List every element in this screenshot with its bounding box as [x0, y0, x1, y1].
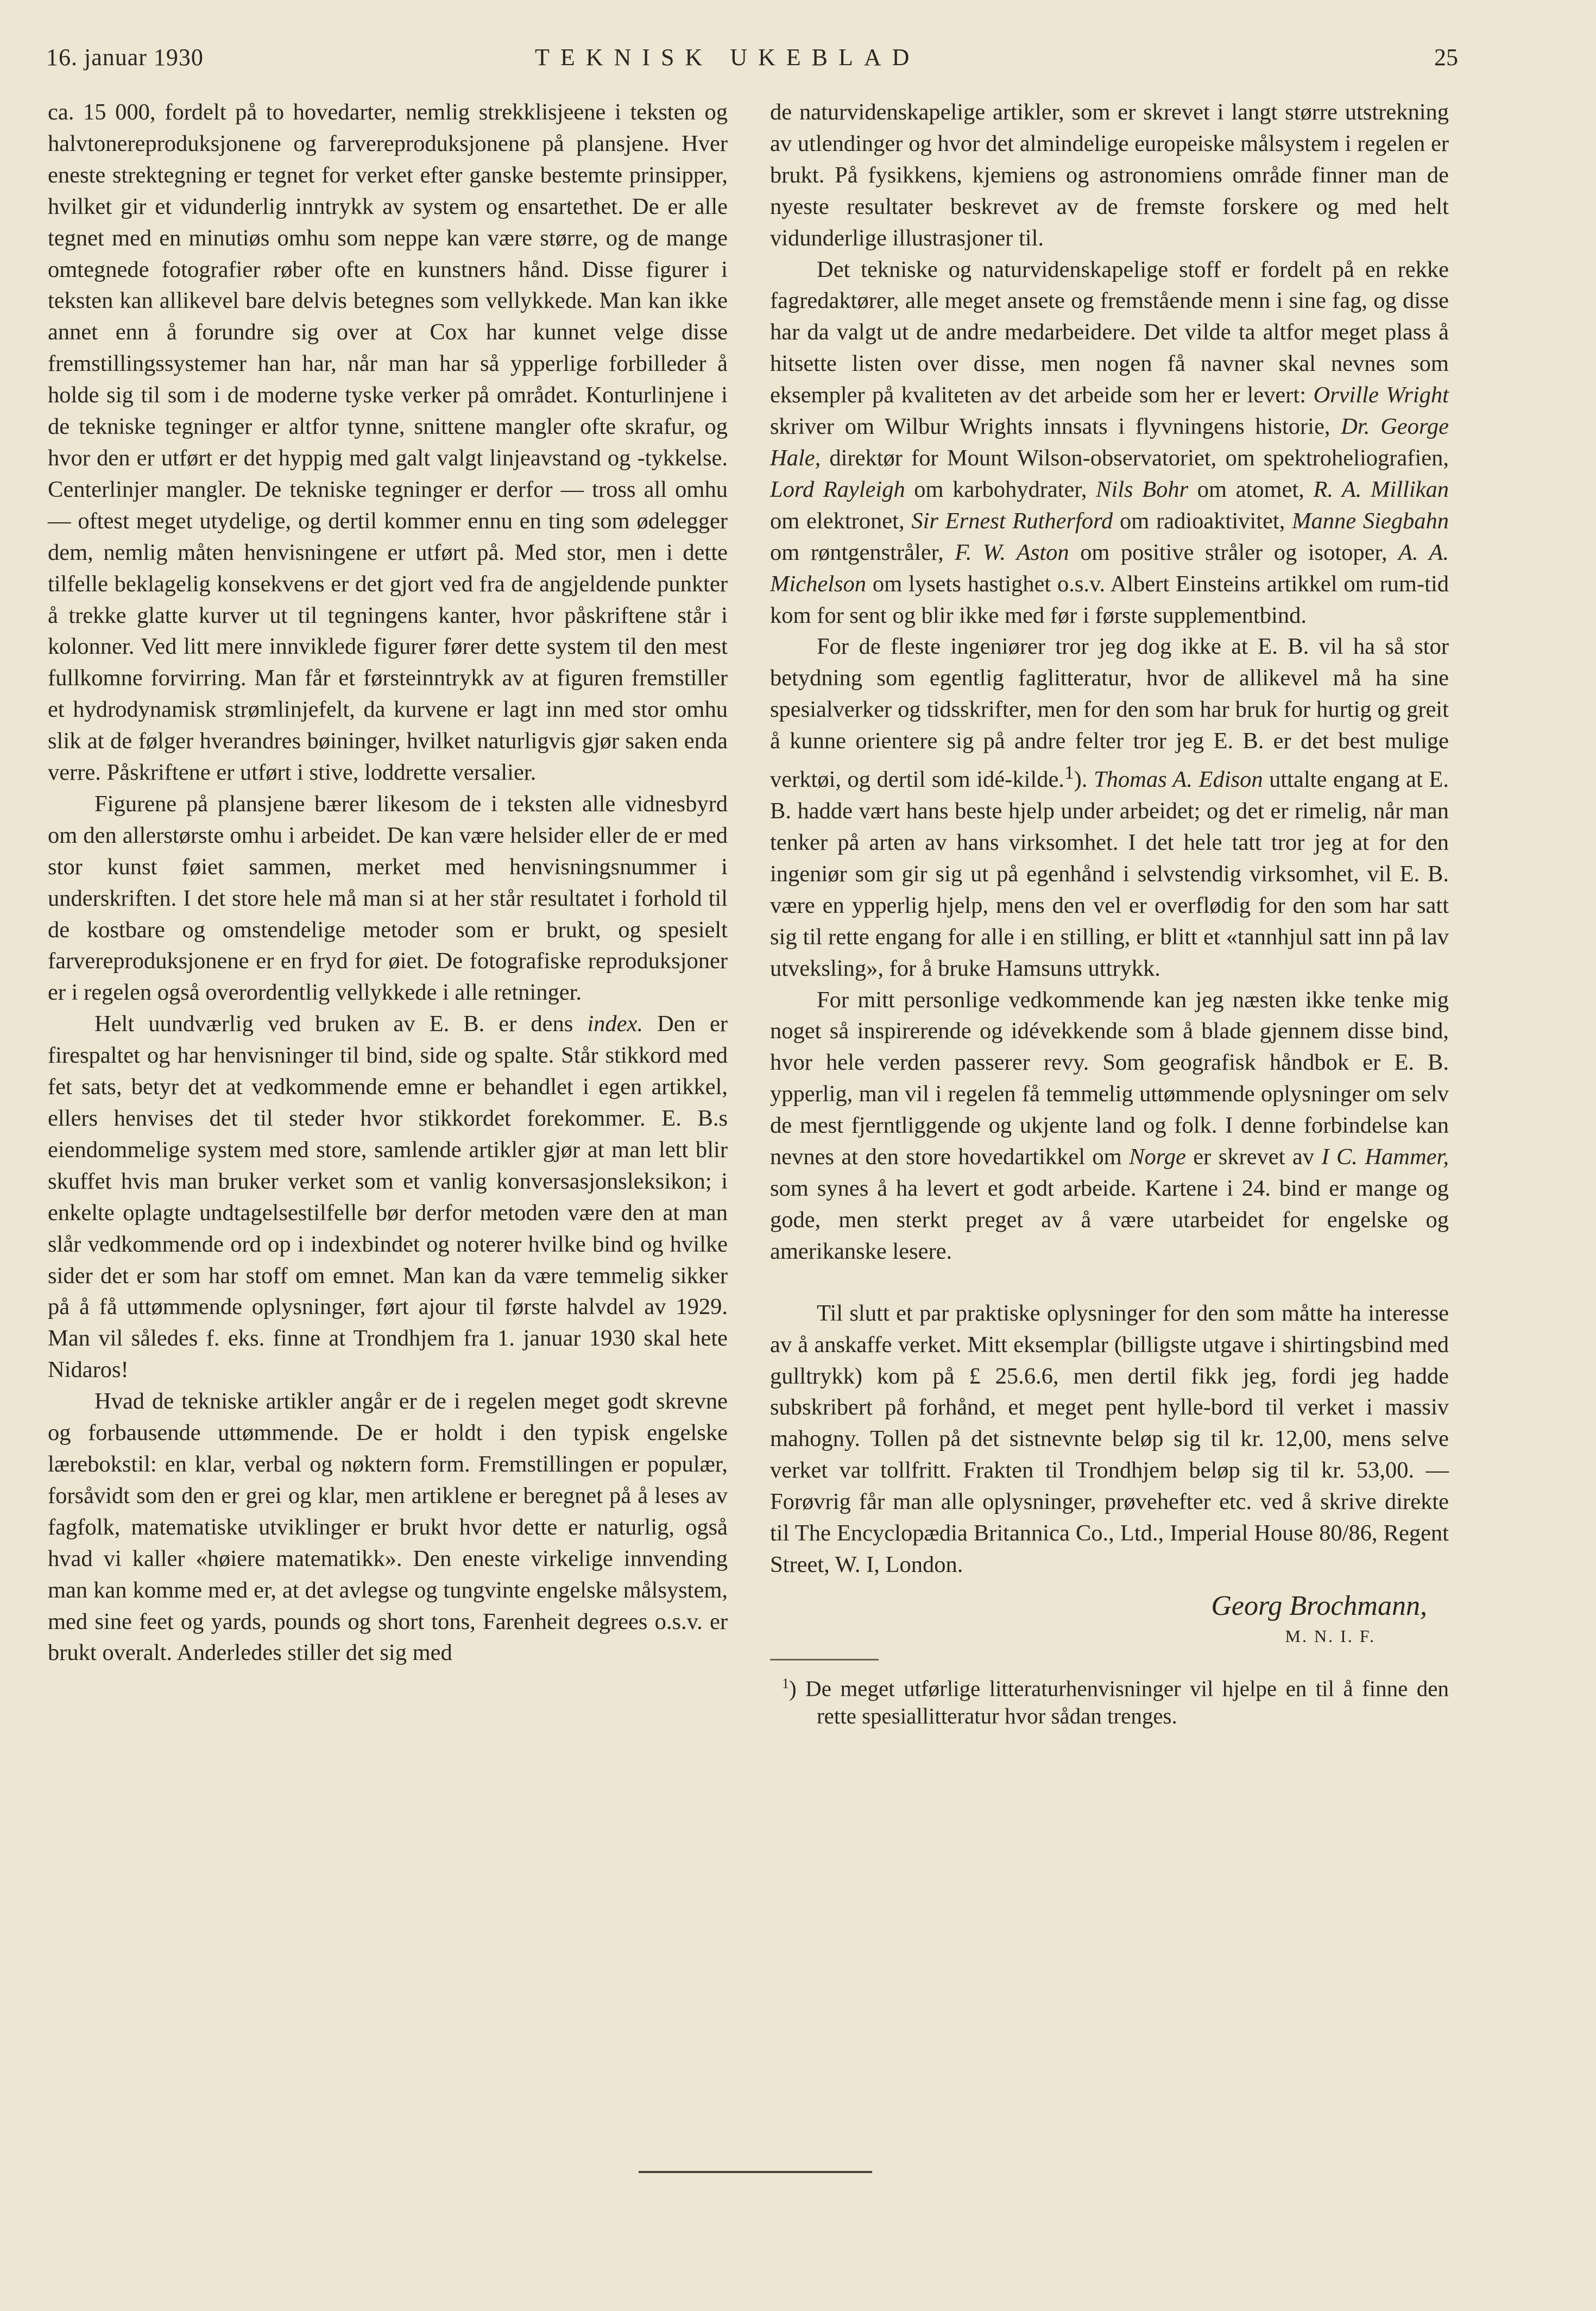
paragraph: ca. 15 000, fordelt på to hovedarter, nemlig strekklisjeene i teksten og halvtonereproduksjonene og farvereproduksjonene på plansjene. Hver eneste strektegning er tegnet for verket efter ganske bestemte prinsipper, hvilket gir et vidunderlig inntrykk av system og ensartethet. De er alle tegnet med en minutiøs omhu som neppe kan være større, og de mange omtegnede fotografier røber ofte en kunstners hånd. Disse figurer i teksten kan allikevel bare delvis betegnes som vellykkede. Man kan ikke annet enn å forundre sig over at Cox har kunnet velge disse fremstillingssystemer han har, når man har så ypperlige forbilleder å holde sig til som i de moderne tyske verker på området. Konturlinjene i de tekniske tegninger er altfor tynne, snittene mangler ofte skrafur, og hvor den er utført er det hyppig med galt valgt linjeavstand og -tykkelse. Centerlinjer mangler. De tekniske tegninger er derfor — tross all omhu — oftest meget utydelige, og dertil kommer ennu en ting som ødelegger dem, nemlig måten henvisningene er utført på. Med stor, men i dette tilfelle beklagelig konsekvens er det gjort ved fra de angjeldende punkter å trekke glatte kurver ut til tegningens kanter, hvor påskriftene står i kolonner. Ved litt mere innviklede figurer fører dette system til den mest fullkomne forvirring. Man får et førsteinntrykk av at figuren fremstiller et hydrodynamisk strømlinjefelt, da kurvene er lagt inn med stor omhu slik at de følger hverandres bøininger, hvilket naturligvis gjør saken enda verre. Påskriftene er utført i stive, loddrette versalier. [48, 99, 728, 786]
emphasis: index. [587, 1011, 644, 1037]
footnote-reference: 1 [1064, 761, 1074, 784]
author-name: A. A. Michelson [770, 539, 1449, 597]
paragraph: For mitt personlige vedkommende kan jeg næsten ikke tenke mig noget så inspirerende og idévekkende som å blade gjennem disse bind, hvor hele verden passerer revy. Som geografisk håndbok er E. B. ypperlig, man vil i regelen få temmelig uttømmende oplysninger om selv de mest fjerntliggende og ukjente land og folk. I denne forbindelse kan nevnes at den store hovedartikkel om Norge er skrevet av I C. Hammer, som synes å ha levert et godt arbeide. Kartene i 24. bind er mange og gode, men sterkt preget av å være utarbeidet for engelske og amerikanske lesere. [770, 987, 1449, 1264]
bottom-divider [639, 2171, 872, 2173]
paragraph: Figurene på plansjene bærer likesom de i teksten alle vidnesbyrd om den allerstørste omhu i arbeidet. De kan være helsider eller de er med stor kunst føiet sammen, merket med henvisningsnummer i underskriften. I det store hele må man si at her står resultatet i forhold til de kostbare og omstendelige metoder som er brukt, og spesielt farvereproduksjonene er en fryd for øiet. De fotografiske reproduksjoner er i regelen også overordentlig vellykkede i alle retninger. [48, 791, 728, 1006]
emphasis: Norge [1129, 1144, 1186, 1170]
paragraph: Til slutt et par praktiske oplysninger for den som måtte ha interesse av å anskaffe verket. Mitt eksemplar (billigste utgave i shirtingsbind med gulltrykk) kom på £ 25.6.6, men dertil fikk jeg, fordi jeg hadde subskribert på forhånd, et meget pent hylle-bord til verket i massiv mahogny. Tollen på det sistnevnte beløp sig til kr. 12,00, mens selve verket var tollfritt. Frakten til Trondhjem beløp sig til kr. 53,00. — Forøvrig får man alle oplysninger, prøvehefter etc. ved å skrive direkte til The Encyclopædia Britannica Co., Ltd., Imperial House 80/86, Regent Street, W. I, London. [770, 1300, 1449, 1577]
footnote: $^1$) De meget utførlige litteraturhenvisninger vil hjelpe en til å finne den rette spesiallitteratur hvor sådan trenges. [782, 1675, 1449, 1728]
footnote-divider [770, 1659, 879, 1660]
author-name: F. W. Aston [955, 539, 1069, 565]
right-column [770, 97, 1449, 1729]
paragraph: For de fleste ingeniører tror jeg dog ikke at E. B. vil ha så stor betydning som egentlig faglitteratur, hvor de allikevel må ha sine spesialverker og tidsskrifter, men for den som har bruk for hurtig og greit å kunne orientere sig på andre felter tror jeg E. B. er det best mulige verktøi, og dertil som idé-kilde.$^1$). Thomas A. Edison uttalte engang at E. B. hadde vært hans beste hjelp under arbeidet; og det er rimelig, når man tenker på arten av hans virksomhet. I det hele tatt tror jeg at for den ingeniør som gir sig ut på egenhånd i selvstendig virksomhet, vil E. B. være en ypperlig hjelp, mens den vel er overflødig for den som har satt sig til rette engang for alle i en stilling, er blitt et «tannhjul satt inn på lav utveksling», for å bruke Hamsuns uttrykk. [770, 634, 1449, 981]
page-number: 25 [1434, 44, 1458, 71]
author-name: Lord Rayleigh [770, 476, 905, 502]
author-name: Sir Ernest Rutherford [911, 508, 1113, 534]
author-name: Orville Wright [1313, 382, 1449, 408]
page-header [46, 43, 1458, 76]
publication-title: TEKNISK UKEBLAD [535, 44, 920, 71]
author-name: Nils Bohr [1096, 476, 1189, 502]
paragraph: Helt uundværlig ved bruken av E. B. er dens index. Den er firespaltet og har henvisninger til bind, side og spalte. Står stikkord med fet sats, betyr det at vedkommende emne er behandlet i egen artikkel, ellers henvises det til steder hvor stikkordet forekommer. E. B.s eiendommelige system med store, samlende artikler gjør at man lett blir skuffet hvis man bruker verket som et vanlig konversasjonsleksikon; i enkelte oplagte undtagelsestilfelle bør derfor metoden være den at man slår vedkommende ord op i indexbindet og noterer hvilke bind og hvilke sider det er som har stoff om emnet. Man kan da være temmelig sikker på å få uttømmende oplysninger, ført ajour til første halvdel av 1929. Man vil således f. eks. finne at Trondhjem fra 1. januar 1930 skal hete Nidaros! [48, 1011, 728, 1383]
paragraph: Hvad de tekniske artikler angår er de i regelen meget godt skrevne og forbausende uttømmende. De er holdt i den typisk engelske lærebokstil: en klar, verbal og nøktern form. Fremstillingen er populær, forsåvidt som den er grei og klar, men artiklene er beregnet på å leses av fagfolk, matematiske utviklinger er brukt hvor dette er naturlig, også hvad vi kaller «høiere matematikk». Den eneste virkelige innvending man kan komme med er, at det avlegse og tungvinte engelske målsystem, med sine feet og yards, pounds og short tons, Farenheit degrees o.s.v. er brukt overalt. Anderledes stiller det sig med [48, 1388, 728, 1666]
author-name: I C. Hammer, [1321, 1144, 1449, 1170]
author-signature: Georg Brochmann, [1211, 1590, 1427, 1621]
author-name: Dr. George Hale, [770, 414, 1449, 471]
issue-date: 16. januar 1930 [46, 44, 204, 71]
footnote-mark: 1 [782, 1675, 789, 1691]
paragraph: Det tekniske og naturvidenskapelige stoff er fordelt på en rekke fagredaktører, alle meget ansete og fremstående menn i sine fag, og disse har da valgt ut de andre medarbeidere. Det vilde ta altfor meget plass å hitsette listen over disse, men nogen få navner skal nevnes som eksempler på kvaliteten av det arbeide som her er levert: Orville Wright skriver om Wilbur Wrights innsats i flyvningens historie, Dr. George Hale, direktør for Mount Wilson-observatoriet, om spektroheliografien, Lord Rayleigh om karbohydrater, Nils Bohr om atomet, R. A. Millikan om elektronet, Sir Ernest Rutherford om radioaktivitet, Manne Siegbahn om røntgenstråler, F. W. Aston om positive stråler og isotoper, A. A. Michelson om lysets hastighet o.s.v. Albert Einsteins artikkel om rum-tid kom for sent og blir ikke med før i første supplementbind. [770, 256, 1449, 628]
author-name: Thomas A. Edison [1093, 767, 1263, 793]
left-column [48, 97, 728, 1669]
author-name: R. A. Millikan [1313, 476, 1449, 502]
author-name: Manne Siegbahn [1292, 508, 1449, 534]
author-affiliation: M. N. I. F. [1285, 1626, 1376, 1646]
paragraph: de naturvidenskapelige artikler, som er skrevet i langt større utstrekning av utlendinger og hvor det almindelige europeiske målsystem i regelen er brukt. På fysikkens, kjemiens og astronomiens område finner man de nyeste resultater beskrevet av de fremste forskere og med helt vidunderlige illustrasjoner til. [770, 99, 1449, 251]
